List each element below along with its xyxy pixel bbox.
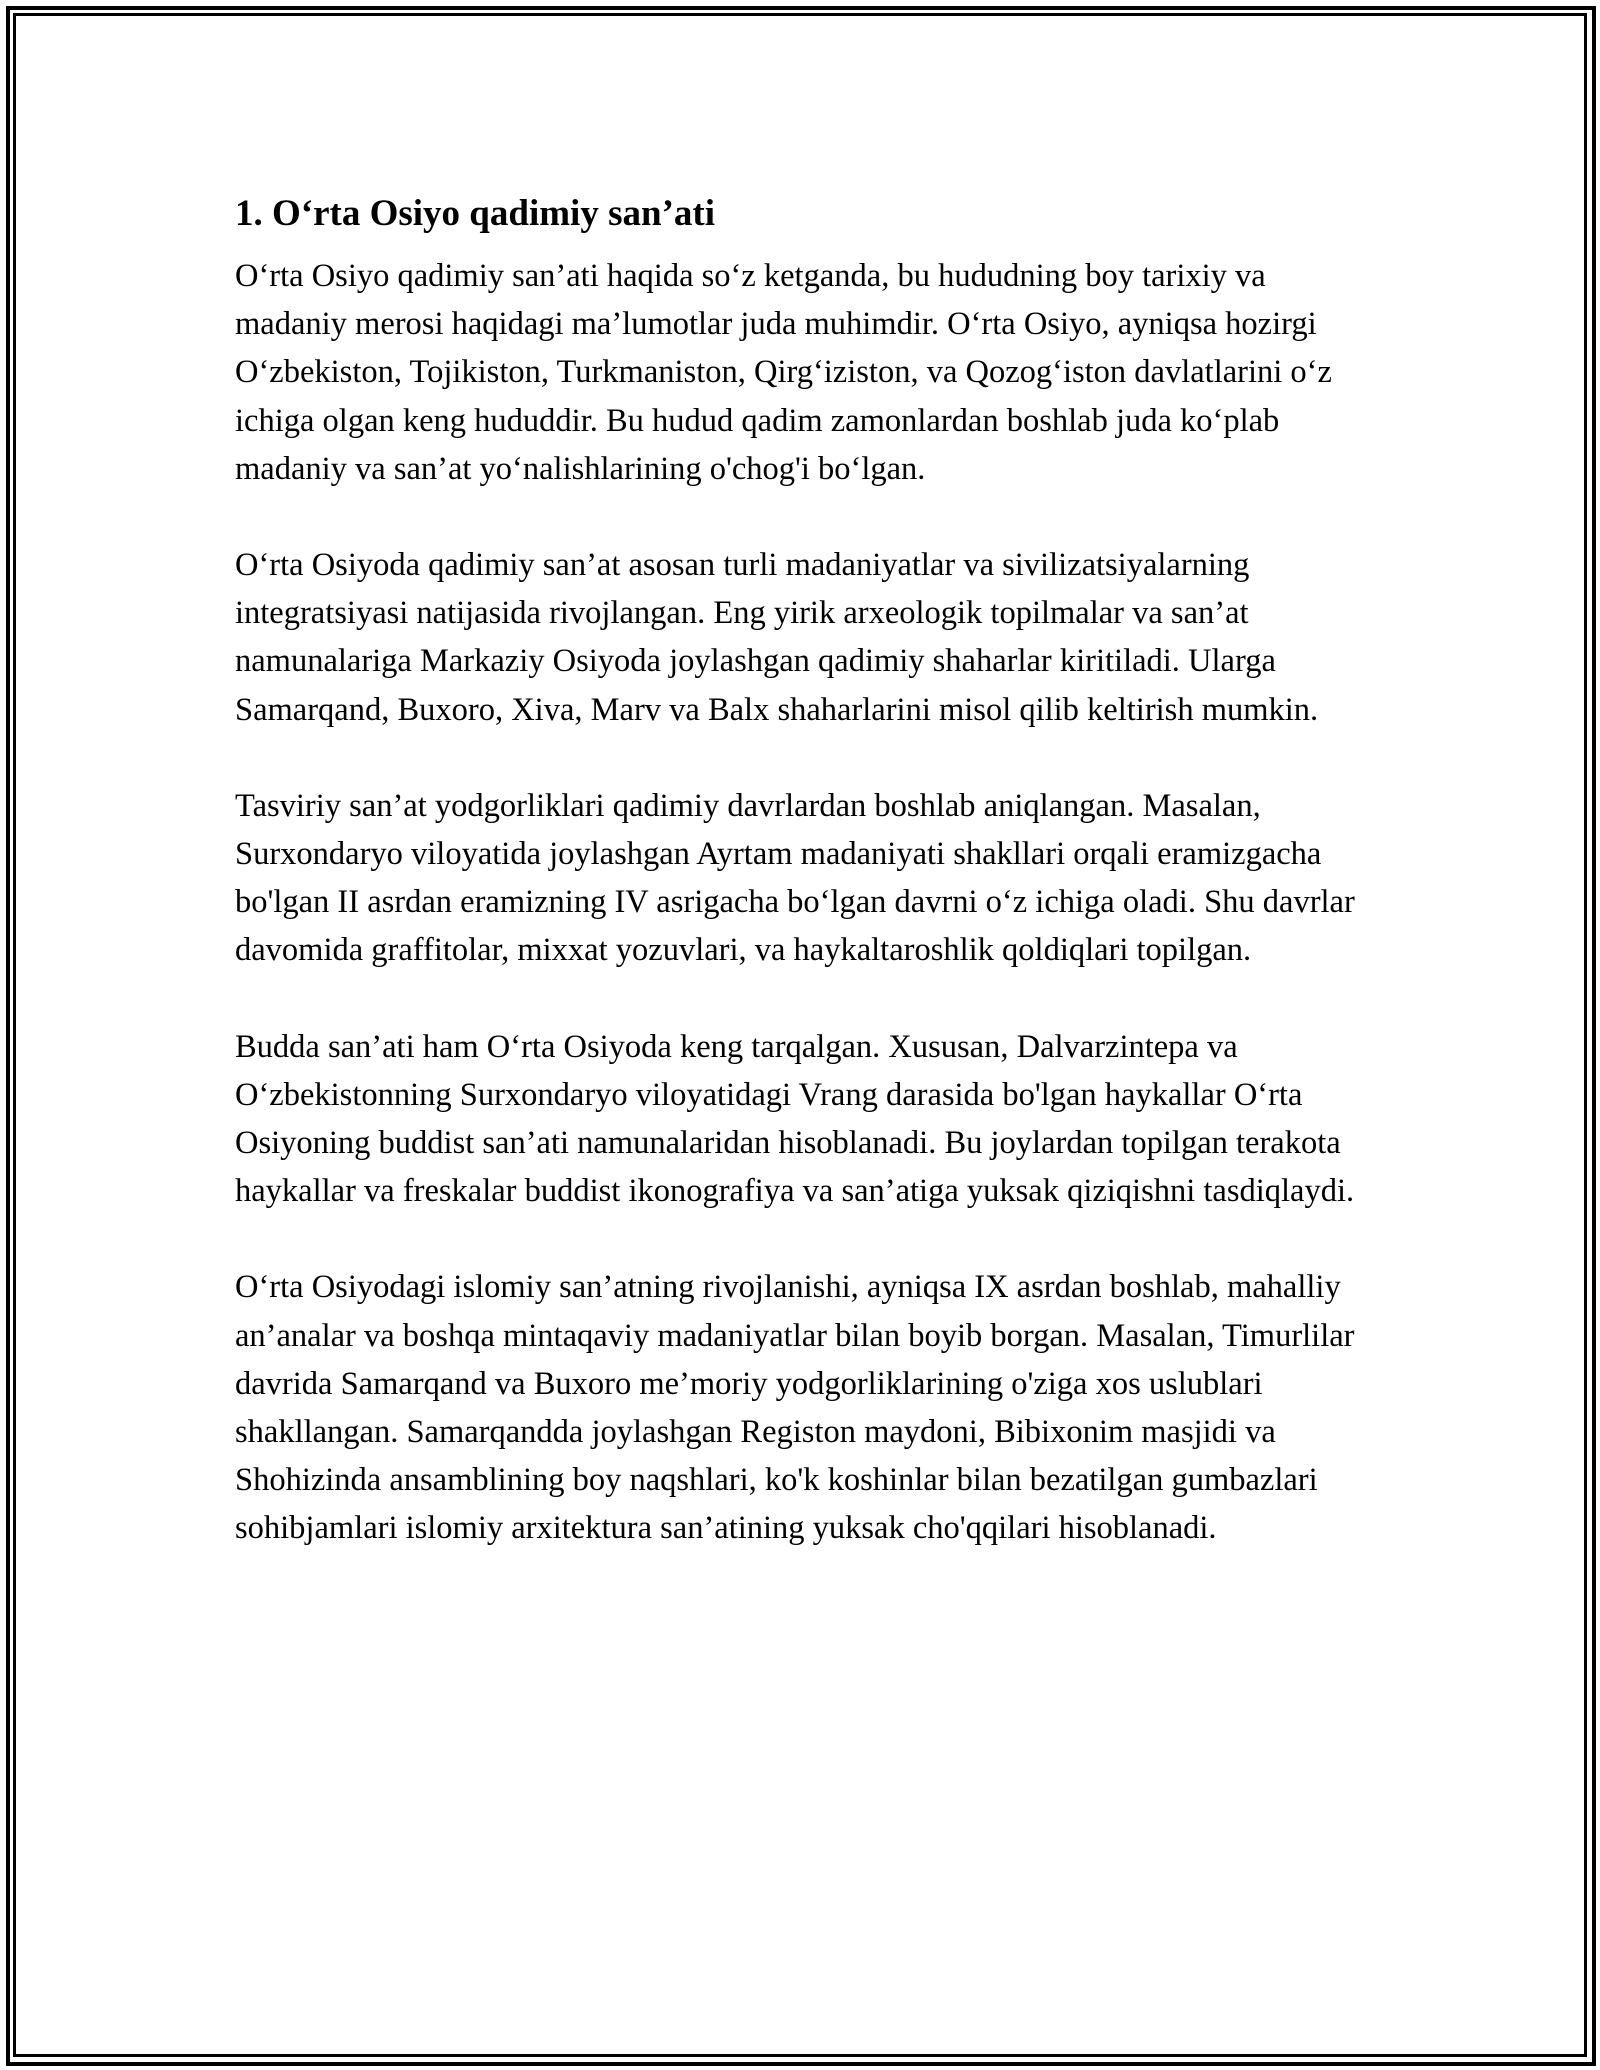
paragraph-3: Tasviriy san’at yodgorliklari qadimiy davrlardan boshlab aniqlangan. Masalan, Surxondaryo viloyatida joylashgan Ayrtam madaniyati shakllari orqali eramizgacha bo'lgan II asrdan eramizning IV asrigacha bo‘lgan davrni o‘z ichiga oladi. Shu davrlar davomida graffitolar, mixxat yozuvlari, va haykaltaroshlik qoldiqlari topilgan.	[235, 787, 1355, 969]
section-heading: 1. O‘rta Osiyo qadimiy san’ati	[235, 193, 715, 234]
paragraph-2: O‘rta Osiyoda qadimiy san’at asosan turli madaniyatlar va sivilizatsiyalarning integratsiyasi natijasida rivojlangan. Eng yirik arxeologik topilmalar va san’at namunalariga Markaziy Osiyoda joylashgan qadimiy shaharlar kiritiladi. Ularga Samarqand, Buxoro, Xiva, Marv va Balx shaharlarini misol qilib keltirish mumkin.	[235, 547, 1319, 728]
paragraph-5: O‘rta Osiyodagi islomiy san’atning rivojlanishi, ayniqsa IX asrdan boshlab, mahalliy an’analar va boshqa mintaqaviy madaniyatlar bilan boyib borgan. Masalan, Timurlilar davrida Samarqand va Buxoro me’moriy yodgorliklarining o'ziga xos uslublari shakllangan. Samarqandda joylashgan Registon maydoni, Bibixonim masjidi va Shohizinda ansamblining boy naqshlari, ko'k koshinlar bilan bezatilgan gumbazlari sohibjamlari islomiy arxitektura san’atining yuksak cho'qqilari hisoblanadi.	[235, 1269, 1355, 1547]
document-body	[235, 186, 1385, 1601]
paragraph-4: Budda san’ati ham O‘rta Osiyoda keng tarqalgan. Xususan, Dalvarzintepa va O‘zbekistonning Surxondaryo viloyatidagi Vrang darasida bo'lgan haykallar O‘rta Osiyoning buddist san’ati namunalaridan hisoblanadi. Bu joylardan topilgan terakota haykallar va freskalar buddist ikonografiya va san’atiga yuksak qiziqishni tasdiqlaydi.	[235, 1028, 1355, 1210]
paragraph-1: O‘rta Osiyo qadimiy san’ati haqida so‘z ketganda, bu hududning boy tarixiy va madaniy merosi haqidagi ma’lumotlar juda muhimdir. O‘rta Osiyo, ayniqsa hozirgi O‘zbekiston, Tojikiston, Turkmaniston, Qirg‘iziston, va Qozog‘iston davlatlarini o‘z ichiga olgan keng hududdir. Bu hudud qadim zamonlardan boshlab juda ko‘plab madaniy va san’at yo‘nalishlarining o'chog'i bo‘lgan.	[235, 258, 1332, 487]
